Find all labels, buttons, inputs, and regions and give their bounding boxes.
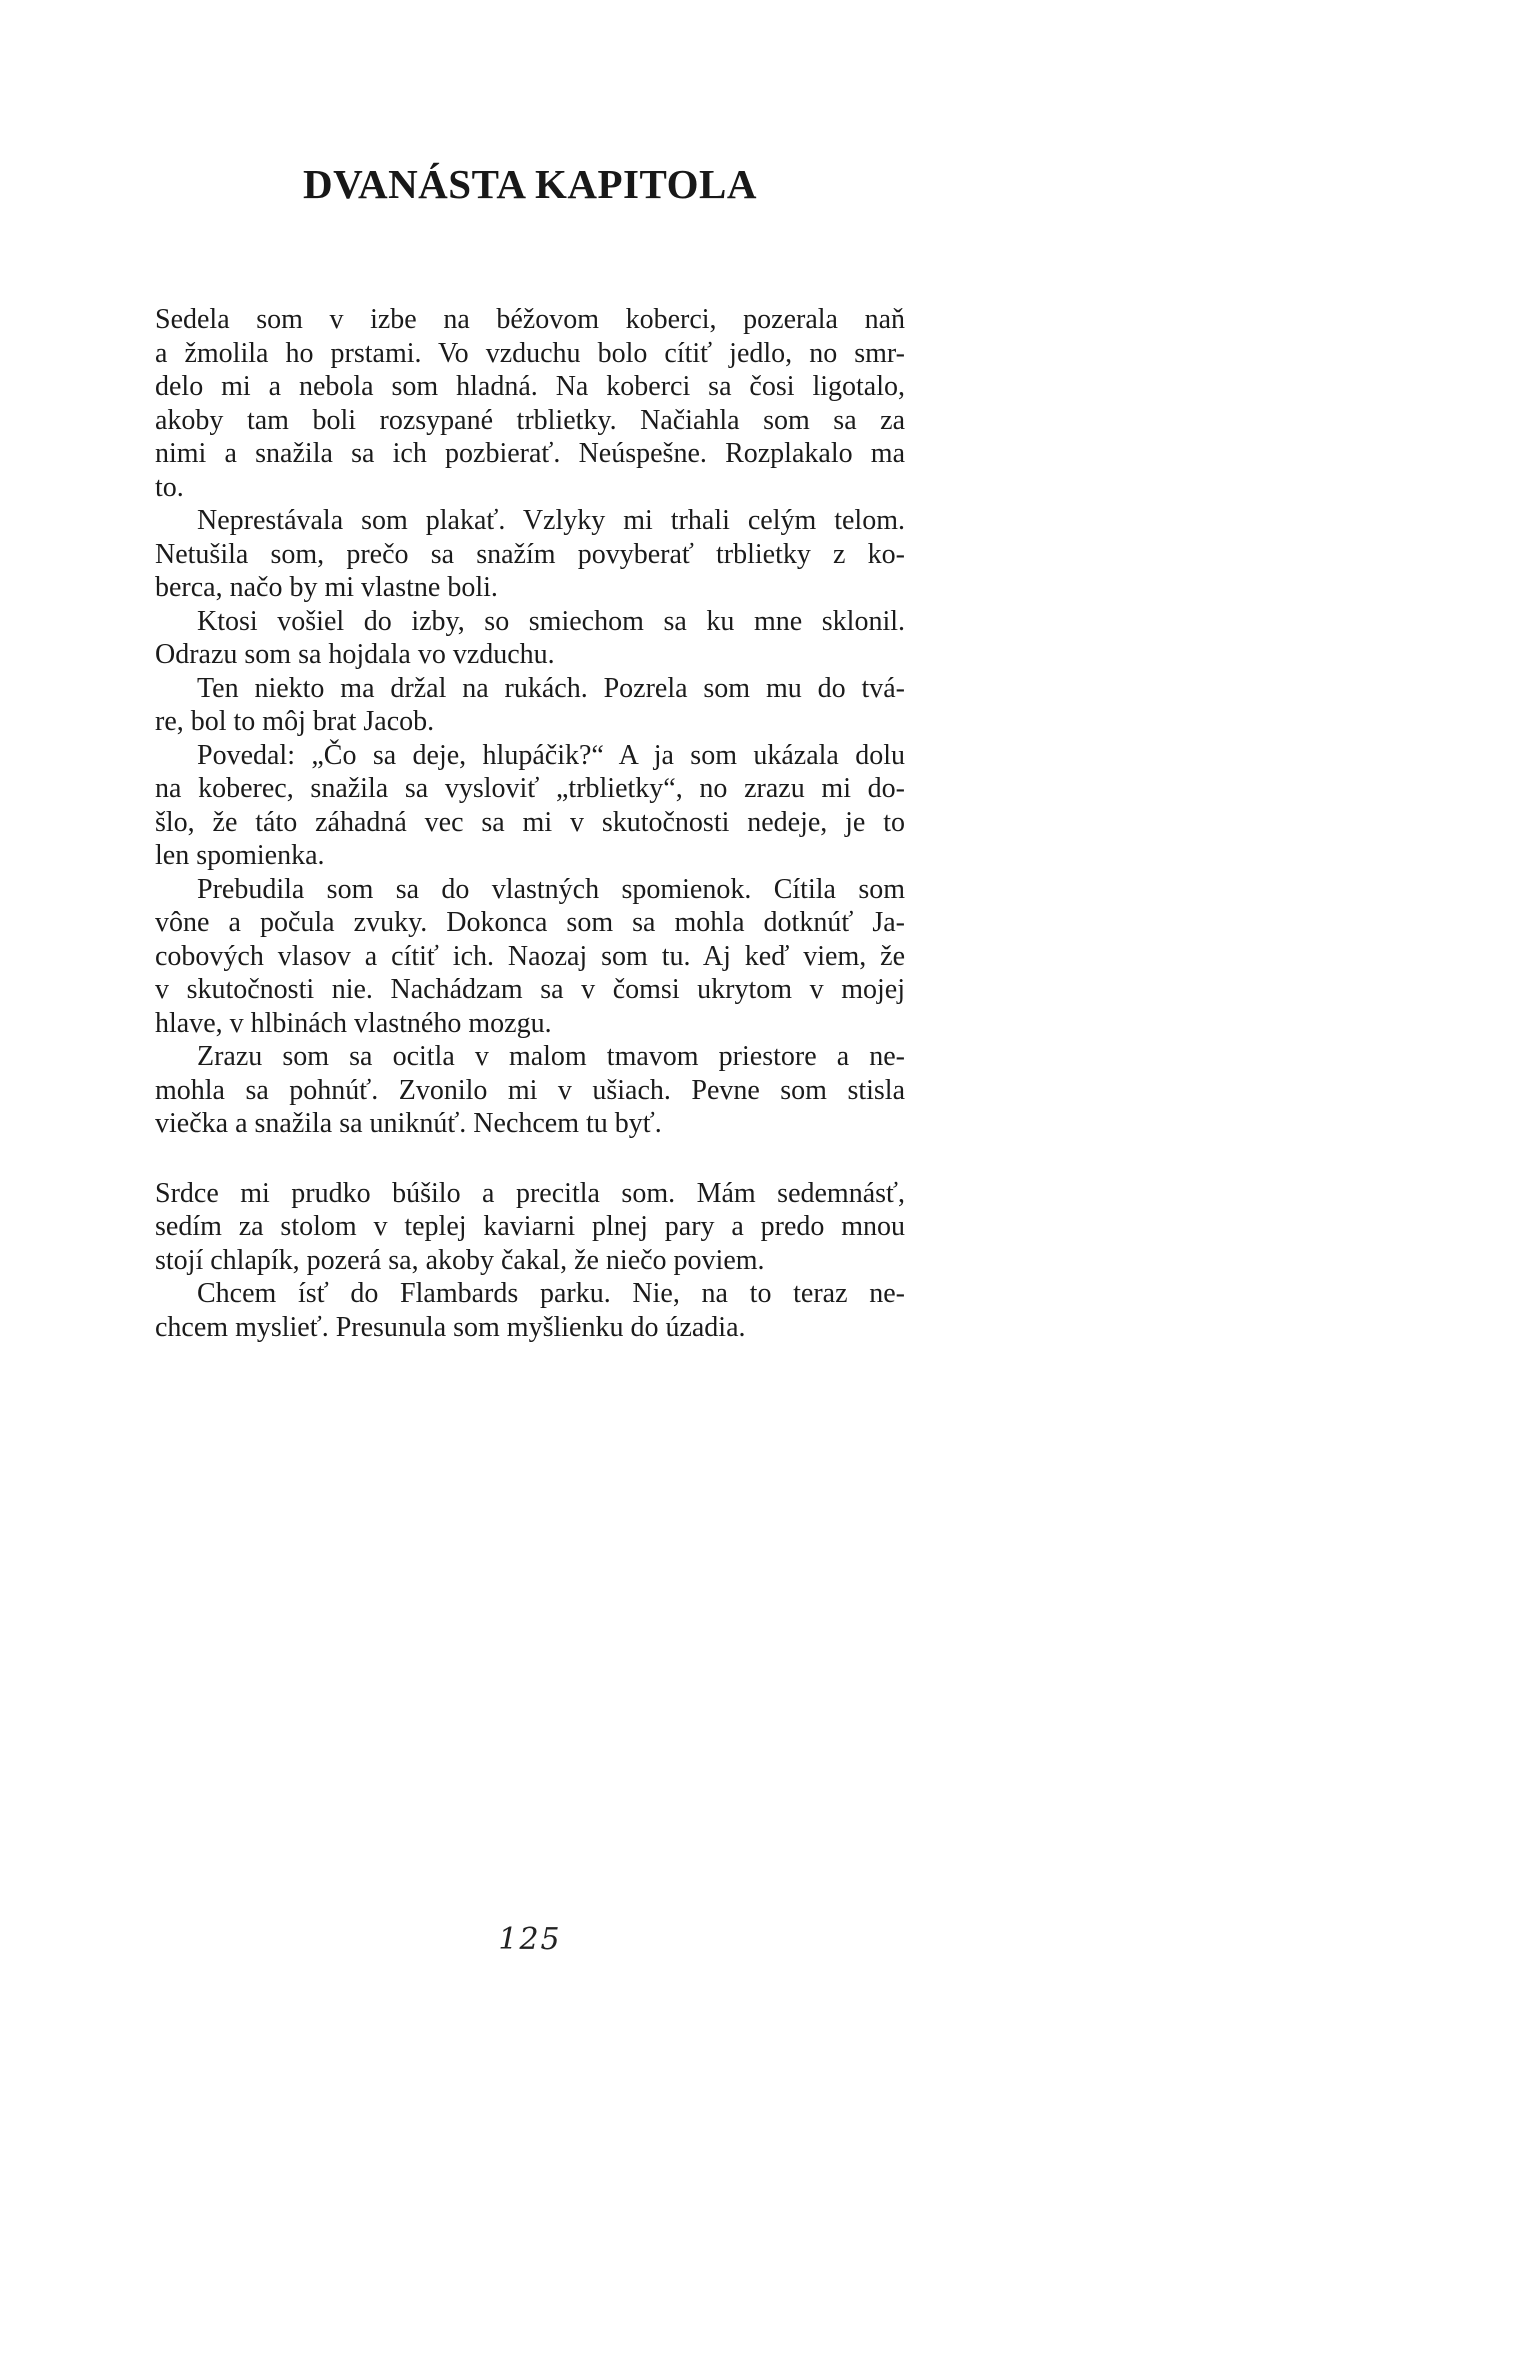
text-line: mohla sa pohnúť. Zvonilo mi v ušiach. Pevne som stisla bbox=[155, 1074, 905, 1106]
text-line: šlo, že táto záhadná vec sa mi v skutočnosti nedeje, je to bbox=[155, 806, 905, 838]
text-line: re, bol to môj brat Jacob. bbox=[155, 706, 435, 737]
text-line: Sedela som v izbe na béžovom koberci, pozerala naň bbox=[155, 304, 905, 335]
text-line: Chcem ísť do Flambards parku. Nie, na to teraz ne- bbox=[197, 1278, 905, 1309]
text-line: Prebudila som sa do vlastných spomienok. Cítila som bbox=[197, 873, 905, 905]
paragraph bbox=[155, 303, 905, 504]
page-number: 125 bbox=[498, 1922, 562, 1957]
text-line: viečka a snažila sa uniknúť. Nechcem tu byť. bbox=[155, 1108, 662, 1139]
text-line: na koberec, snažila sa vysloviť „trblietky“, no zrazu mi do- bbox=[155, 773, 905, 804]
text-line: to. bbox=[155, 471, 184, 503]
paragraph bbox=[155, 873, 905, 1041]
paragraph bbox=[155, 739, 905, 873]
text-line: vône a počula zvuky. Dokonca som sa mohla dotknúť Ja- bbox=[155, 907, 905, 938]
text-line: Odrazu som sa hojdala vo vzduchu. bbox=[155, 639, 555, 670]
text-line: nimi a snažila sa ich pozbierať. Neúspešne. Rozplakalo ma bbox=[155, 438, 905, 469]
text-line: Povedal: „Čo sa deje, hlupáčik?“ A ja som ukázala dolu bbox=[197, 739, 905, 771]
text-line: Srdce mi prudko búšilo a precitla som. Mám sedemnásť, bbox=[155, 1177, 905, 1209]
body-text bbox=[155, 303, 905, 1344]
text-line: akoby tam boli rozsypané trblietky. Načiahla som sa za bbox=[155, 404, 905, 436]
text-line: delo mi a nebola som hladná. Na koberci sa čosi ligotalo, bbox=[155, 371, 905, 402]
chapter-title: DVANÁSTA KAPITOLA bbox=[303, 161, 757, 207]
paragraph bbox=[155, 1277, 905, 1344]
paragraph bbox=[155, 1040, 905, 1141]
paragraph bbox=[155, 504, 905, 605]
paragraph bbox=[155, 1177, 905, 1278]
text-line: Neprestávala som plakať. Vzlyky mi trhali celým telom. bbox=[197, 505, 905, 536]
text-line: sedím za stolom v teplej kaviarni plnej pary a predo mnou bbox=[155, 1211, 905, 1242]
text-line: chcem myslieť. Presunula som myšlienku do úzadia. bbox=[155, 1311, 746, 1343]
paragraph bbox=[155, 605, 905, 672]
text-line: cobových vlasov a cítiť ich. Naozaj som tu. Aj keď viem, že bbox=[155, 940, 905, 972]
text-line: berca, načo by mi vlastne boli. bbox=[155, 572, 498, 603]
paragraph bbox=[155, 672, 905, 739]
text-line: hlave, v hlbinách vlastného mozgu. bbox=[155, 1007, 552, 1039]
text-line: stojí chlapík, pozerá sa, akoby čakal, že niečo poviem. bbox=[155, 1244, 765, 1276]
text-line: v skutočnosti nie. Nachádzam sa v čomsi ukrytom v mojej bbox=[155, 974, 905, 1005]
text-line: Ten niekto ma držal na rukách. Pozrela som mu do tvá- bbox=[197, 672, 905, 704]
text-line: Ktosi vošiel do izby, so smiechom sa ku mne sklonil. bbox=[197, 605, 905, 637]
text-line: Netušila som, prečo sa snažím povyberať trblietky z ko- bbox=[155, 538, 905, 570]
text-line: len spomienka. bbox=[155, 840, 325, 871]
text-line: a žmolila ho prstami. Vo vzduchu bolo cítiť jedlo, no smr- bbox=[155, 337, 905, 369]
text-line: Zrazu som sa ocitla v malom tmavom priestore a ne- bbox=[197, 1041, 905, 1072]
